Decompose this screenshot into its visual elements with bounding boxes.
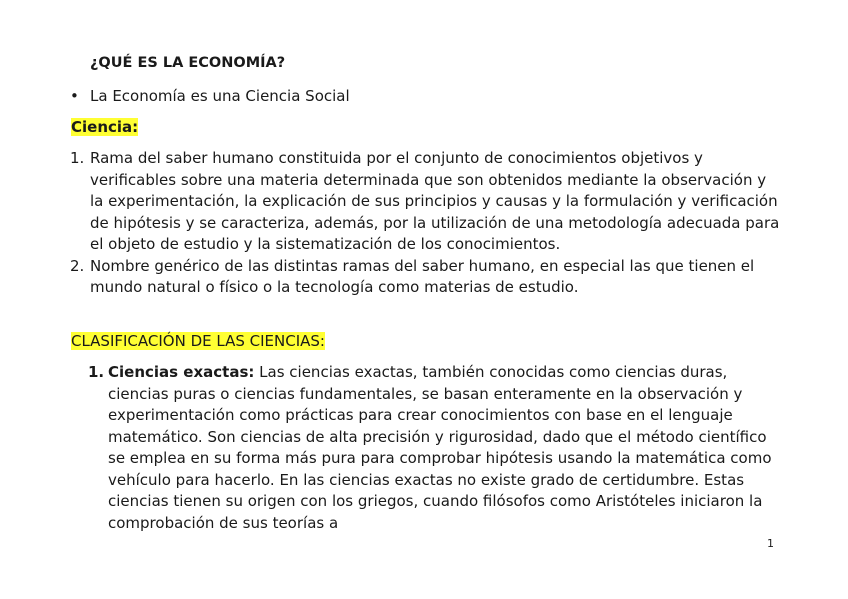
clasificacion-heading	[71, 331, 325, 351]
document-title: ¿QUÉ ES LA ECONOMÍA?	[90, 55, 286, 71]
list-item	[70, 148, 780, 256]
list-item-number: 1.	[70, 149, 85, 167]
list-item-text: Nombre genérico de las distintas ramas del saber humano, en especial las que tienen el mundo natural o físico o la tecnología como materias de estudio.	[90, 256, 755, 296]
page-number: 1	[767, 537, 774, 550]
list-item-number: 1.	[88, 363, 105, 381]
ciencia-heading	[71, 117, 138, 137]
ciencia-definition-list	[70, 148, 780, 299]
ciencia-heading-text: Ciencia:	[71, 118, 139, 136]
bullet-text: La Economía es una Ciencia Social	[90, 87, 350, 105]
list-item	[88, 362, 780, 534]
list-item-number: 2.	[70, 256, 85, 275]
list-item-text: Rama del saber humano constituida por el conjunto de conocimientos objetivos y verificables sobre una materia determinada que son obtenidos mediante la observación y la experimentación, la explicación de sus principios y causas y la formulación y verificación de hipótesis y se caracteriza, además, por la utilización de una metodología adecuada para el objeto de estudio y la sistematización de los conocimientos.	[90, 149, 780, 253]
bullet-dot-icon: •	[70, 87, 79, 105]
list-item-term: Ciencias exactas:	[108, 363, 255, 381]
list-item	[70, 256, 780, 299]
list-item-body: Las ciencias exactas, también conocidas como ciencias duras, ciencias puras o ciencias fundamentales, se basan enteramente en la observación y experimentación como prácticas para crear conocimientos con base en el lenguaje matemático. Son ciencias de alta precisión y rigurosidad, dado que el método científico se emplea en su forma más pura para comprobar hipótesis usando la matemática como vehículo para hacerlo. En las ciencias exactas no existe grado de certidumbre. Estas ciencias tienen su origen con los griegos, cuando filósofos como Aristóteles iniciaron la comprobación de sus teorías a	[108, 363, 772, 532]
clasificacion-heading-text: CLASIFICACIÓN DE LAS CIENCIAS:	[71, 332, 325, 350]
clasificacion-list	[88, 362, 780, 534]
bullet-item	[70, 86, 350, 106]
list-item-text	[108, 362, 780, 534]
